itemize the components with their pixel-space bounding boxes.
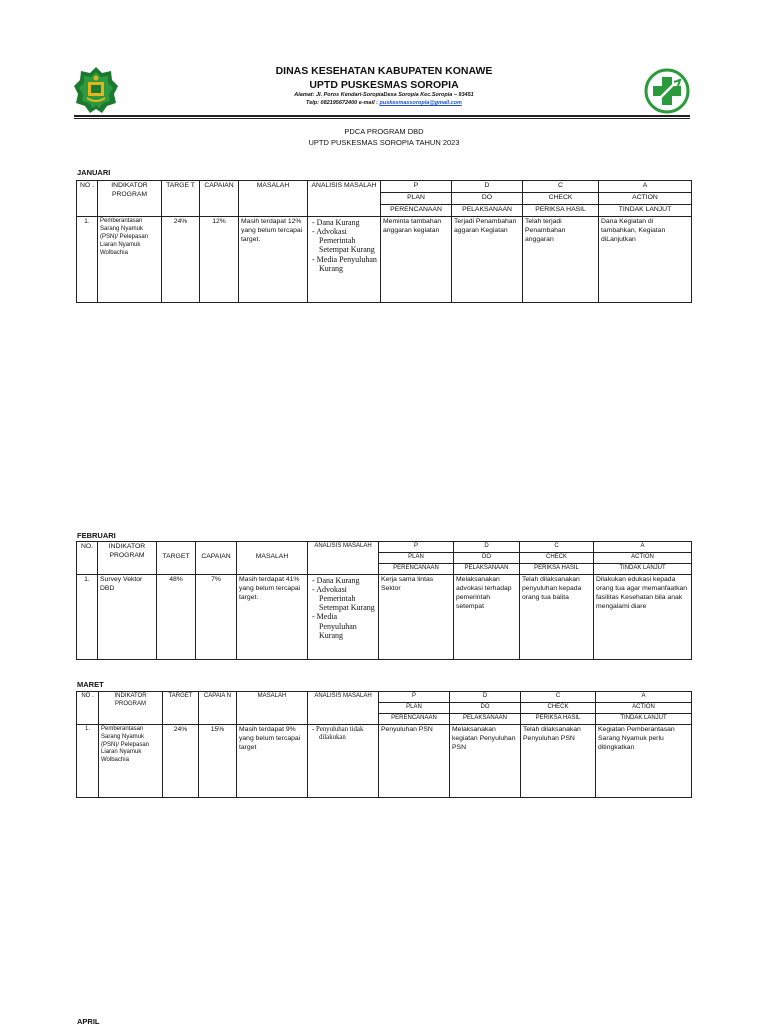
analisis-item: - Advokasi Pemerintah Setempat Kurang xyxy=(310,585,376,613)
header-agency: DINAS KESEHATAN KABUPATEN KONAWE xyxy=(275,65,493,77)
col-target: TARGE T xyxy=(162,181,200,217)
cell-action: Dana Kegiatan di tambahkan, Kegiatan diLanjutkan xyxy=(599,216,692,302)
col-analisis: ANALISIS MASALAH xyxy=(308,542,379,575)
col-plan: PLAN xyxy=(379,552,454,563)
cell-check: Telah terjadi Penambahan anggaran xyxy=(523,216,599,302)
col-capaian: CAPAIAN xyxy=(196,542,237,575)
table-row xyxy=(77,216,692,302)
cell-target: 48% xyxy=(157,574,196,659)
col-do: DO xyxy=(450,702,521,713)
col-periksa-hasil: PERIKSA HASIL xyxy=(523,204,599,216)
col-p: P xyxy=(379,542,454,553)
cell-plan: Meminta tambahan anggaran kegiatan xyxy=(381,216,452,302)
col-action: ACTION xyxy=(594,552,692,563)
cell-plan: Kerja sama lintas Sektor xyxy=(379,574,454,659)
puskesmas-cross-icon xyxy=(644,68,690,114)
cell-check: Telah dilaksanakan Penyuluhan PSN xyxy=(521,724,596,797)
analisis-item: - Media Penyuluhan Kurang xyxy=(310,612,376,640)
header-phone: Telp: 082195672400 e-mail : xyxy=(306,100,380,106)
table-row xyxy=(77,574,692,659)
col-masalah: MASALAH xyxy=(239,181,308,217)
col-perencanaan: PERENCANAAN xyxy=(381,204,452,216)
document-title: PDCA PROGRAM DBD xyxy=(344,127,424,136)
col-check: CHECK xyxy=(520,552,594,563)
col-plan: PLAN xyxy=(381,192,452,204)
cell-action: Kegiatan Pemberantasan Sarang Nyamuk perlu ditingkatkan xyxy=(596,724,692,797)
col-check: CHECK xyxy=(521,702,596,713)
col-tindak-lanjut: TINDAK LANJUT xyxy=(594,563,692,574)
cell-do: Melaksanakan kegiatan Penyuluhan PSN xyxy=(450,724,521,797)
cell-target: 24% xyxy=(162,216,200,302)
cell-masalah: Masih terdapat 12% yang belum tercapai target. xyxy=(239,216,308,302)
pdca-table-februari xyxy=(76,541,692,660)
col-periksa-hasil: PERIKSA HASIL xyxy=(520,563,594,574)
col-no: NO. xyxy=(77,542,98,575)
analisis-item: - Media Penyuluhan Kurang xyxy=(310,255,378,273)
col-c: C xyxy=(521,692,596,703)
month-label-februari: FEBRUARI xyxy=(77,531,116,540)
col-no: NO . xyxy=(77,692,99,725)
header-divider-thin xyxy=(74,118,690,119)
col-no: NO . xyxy=(77,181,98,217)
col-tindak-lanjut: TINDAK LANJUT xyxy=(599,204,692,216)
header-contact xyxy=(200,100,568,106)
col-plan: PLAN xyxy=(379,702,450,713)
cell-no: 1. xyxy=(77,574,98,659)
col-pelaksanaan: PELAKSANAAN xyxy=(450,713,521,724)
col-analisis: ANALISIS MASALAH xyxy=(308,181,381,217)
col-p: P xyxy=(381,181,452,193)
col-periksa-hasil: PERIKSA HASIL xyxy=(521,713,596,724)
header-email-link[interactable]: puskesmassoropia@gmail.com xyxy=(379,100,462,106)
col-indikator: INDIKATOR PROGRAM xyxy=(98,181,162,217)
pdca-table-maret xyxy=(76,691,692,798)
col-pelaksanaan: PELAKSANAAN xyxy=(452,204,523,216)
table-row xyxy=(77,724,692,797)
col-pelaksanaan: PELAKSANAAN xyxy=(454,563,520,574)
analisis-item: - Dana Kurang xyxy=(310,218,378,227)
col-capaian: CAPAIA N xyxy=(199,692,237,725)
col-c: C xyxy=(523,181,599,193)
col-masalah: MASALAH xyxy=(237,692,308,725)
cell-do: Terjadi Penambahan aggaran Kegiatan xyxy=(452,216,523,302)
pdca-table-januari xyxy=(76,180,692,303)
cell-analisis xyxy=(308,216,381,302)
cell-target: 24% xyxy=(163,724,199,797)
cell-check: Telah dilaksanakan penyuluhan kepada orang tua balita xyxy=(520,574,594,659)
document-subtitle: UPTD PUSKESMAS SOROPIA TAHUN 2023 xyxy=(308,138,460,147)
col-target: TARGET xyxy=(157,542,196,575)
col-do: DO xyxy=(452,192,523,204)
col-indikator: INDIKATOR PROGRAM xyxy=(99,692,163,725)
col-perencanaan: PERENCANAAN xyxy=(379,713,450,724)
col-tindak-lanjut: TINDAK LANJUT xyxy=(596,713,692,724)
cell-capaian: 7% xyxy=(196,574,237,659)
col-c: C xyxy=(520,542,594,553)
month-label-januari: JANUARI xyxy=(77,168,111,177)
header-address: Alamat: Jl. Poros Kendari-SoropiaDesa Soropia Kec.Soropia – 93451 xyxy=(294,92,474,98)
col-capaian: CAPAIAN xyxy=(200,181,239,217)
header-unit: UPTD PUSKESMAS SOROPIA xyxy=(309,79,459,91)
header-divider xyxy=(74,115,690,117)
cell-no: 1. xyxy=(77,216,98,302)
cell-indikator: Survey Vektor DBD xyxy=(98,574,157,659)
cell-plan: Penyuluhan PSN xyxy=(379,724,450,797)
cell-no: 1. xyxy=(77,724,99,797)
col-a: A xyxy=(594,542,692,553)
month-label-maret: MARET xyxy=(77,680,104,689)
col-a: A xyxy=(596,692,692,703)
cell-do: Melaksanakan advokasi terhadap pemerintah setempat xyxy=(454,574,520,659)
col-indikator: INDIKATOR PROGRAM xyxy=(98,542,157,575)
cell-capaian: 15% xyxy=(199,724,237,797)
col-d: D xyxy=(450,692,521,703)
col-d: D xyxy=(452,181,523,193)
col-check: CHECK xyxy=(523,192,599,204)
konawe-regency-emblem-icon xyxy=(73,66,119,114)
col-d: D xyxy=(454,542,520,553)
analisis-item: - Advokasi Pemerintah Setempat Kurang xyxy=(310,227,378,255)
cell-indikator: Pemberantasan Sarang Nyamuk (PSN)/ Pelepasan Liaran Nyamuk Wolbachia xyxy=(99,724,163,797)
month-label-april: APRIL xyxy=(77,1017,100,1026)
col-p: P xyxy=(379,692,450,703)
col-action: ACTION xyxy=(599,192,692,204)
col-masalah: MASALAH xyxy=(237,542,308,575)
col-a: A xyxy=(599,181,692,193)
col-analisis: ANALISIS MASALAH xyxy=(308,692,379,725)
analisis-item: - Penyuluhan tidak dilakukan xyxy=(310,726,376,742)
cell-action: Dilakukan edukasi kepada orang tua agar memanfaatkan fasilitas Kesehatan bila anak mengalami diare xyxy=(594,574,692,659)
col-perencanaan: PERENCANAAN xyxy=(379,563,454,574)
cell-analisis xyxy=(308,574,379,659)
analisis-item: - Dana Kurang xyxy=(310,576,376,585)
cell-analisis xyxy=(308,724,379,797)
col-target: TARGET xyxy=(163,692,199,725)
col-action: ACTION xyxy=(596,702,692,713)
col-do: DO xyxy=(454,552,520,563)
cell-indikator: Pemberantasan Sarang Nyamuk (PSN)/ Pelepasan Liaran Nyamuk Wolbachia xyxy=(98,216,162,302)
cell-masalah: Masih terdapat 41% yang belum tercapai target. xyxy=(237,574,308,659)
cell-capaian: 12% xyxy=(200,216,239,302)
cell-masalah: Masih terdapat 9% yang belum tercapai target xyxy=(237,724,308,797)
